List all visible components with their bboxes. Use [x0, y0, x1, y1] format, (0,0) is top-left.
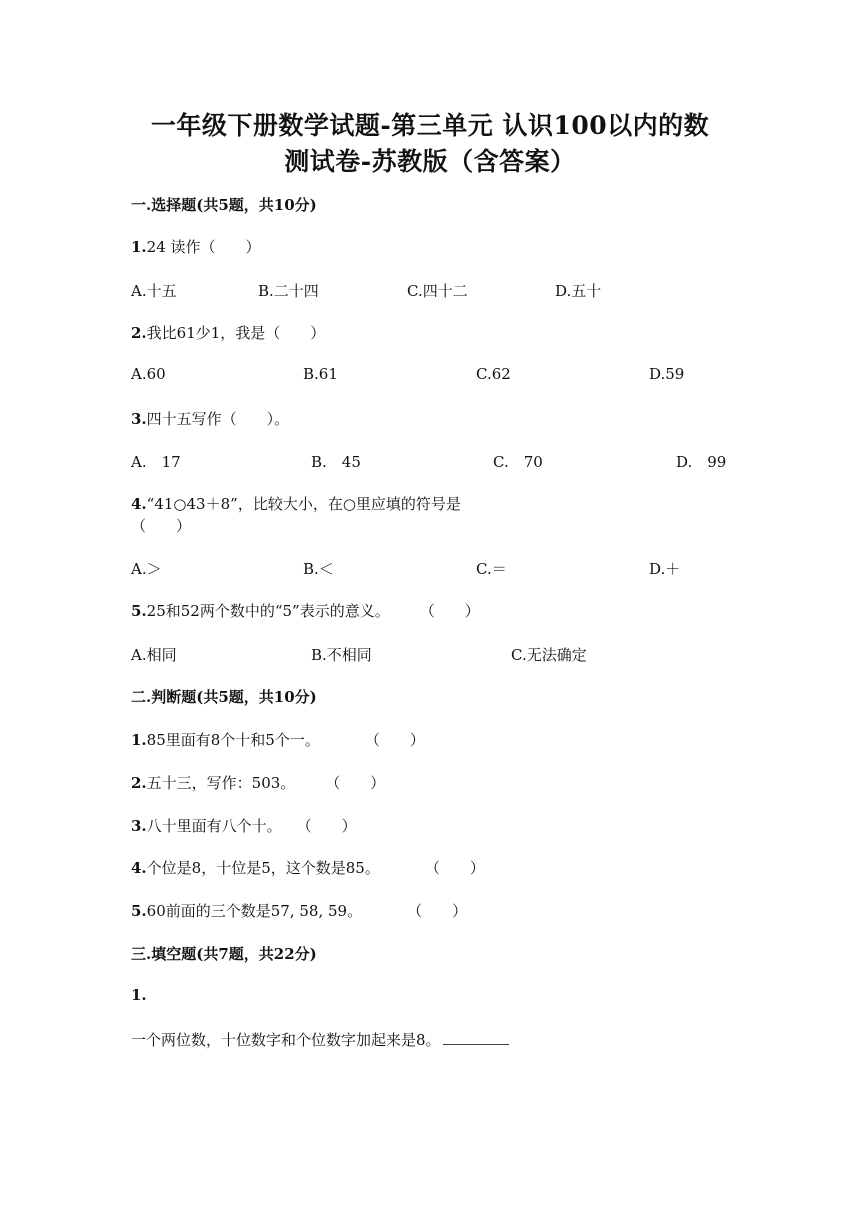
question-number: 5.: [131, 902, 147, 920]
title-line-1: 一年级下册数学试题-第三单元 认识100以内的数: [150, 111, 710, 140]
question-text: 25和52两个数中的“5”表示的意义。 （ ）: [146, 602, 480, 620]
choice-q2-option-c: C.62: [476, 365, 511, 383]
section-header-choice: 一.选择题(共5题，共10分): [131, 196, 317, 214]
question-text: 一个两位数，十位数字和个位数字加起来是8。: [131, 1031, 441, 1049]
question-text: “41○43＋8”，比较大小，在○里应填的符号是: [146, 495, 461, 513]
choice-q3-option-b: B. 45: [311, 453, 361, 471]
fill-question-1-number: [131, 986, 147, 1004]
question-text: 个位是8，十位是5，这个数是85。 （ ）: [146, 859, 485, 877]
choice-q1-option-b: B.二十四: [258, 282, 319, 300]
choice-q3-option-a: A. 17: [131, 453, 181, 471]
judge-question-2: [131, 772, 385, 793]
choice-q4-option-b: B.＜: [303, 560, 334, 578]
question-text: 五十三，写作：503。 （ ）: [146, 774, 386, 792]
question-number: 3.: [131, 410, 147, 428]
judge-question-1: [131, 729, 425, 750]
choice-q5-option-a: A.相同: [131, 646, 177, 664]
choice-question-4: [131, 493, 461, 514]
question-text: 24 读作（ ）: [146, 238, 261, 256]
section-header-judge: 二.判断题(共5题，共10分): [131, 688, 317, 706]
choice-q5-option-c: C.无法确定: [511, 646, 587, 664]
choice-q3-option-c: C. 70: [493, 453, 543, 471]
choice-q1-option-c: C.四十二: [407, 282, 468, 300]
choice-q5-option-b: B.不相同: [311, 646, 372, 664]
choice-question-3: [131, 408, 289, 429]
question-number: 4.: [131, 495, 147, 513]
answer-blank[interactable]: [443, 1030, 509, 1045]
choice-q3-option-d: D. 99: [676, 453, 727, 471]
choice-q1-option-a: A.十五: [131, 282, 177, 300]
question-number: 3.: [131, 817, 147, 835]
question-number: 2.: [131, 324, 147, 342]
question-text: 八十里面有八个十。 （ ）: [146, 817, 357, 835]
judge-question-3: [131, 815, 357, 836]
choice-q4-option-d: D.＋: [649, 560, 681, 578]
question-text: 85里面有8个十和5个一。 （ ）: [146, 731, 425, 749]
choice-q1-option-d: D.五十: [555, 282, 602, 300]
fill-question-1: [131, 1029, 509, 1050]
question-text: 60前面的三个数是57, 58, 59。 （ ）: [146, 902, 468, 920]
title-line-2: 测试卷-苏教版（含答案）: [284, 147, 576, 176]
choice-question-4-bracket: （ ）: [131, 517, 192, 535]
choice-q2-option-a: A.60: [131, 365, 166, 383]
judge-question-4: [131, 857, 485, 878]
choice-question-1: [131, 236, 261, 257]
question-number: 5.: [131, 602, 147, 620]
question-text: 我比61少1，我是（ ）: [146, 324, 326, 342]
question-number: 1.: [131, 986, 147, 1004]
choice-q2-option-b: B.61: [303, 365, 338, 383]
question-number: 1.: [131, 731, 147, 749]
question-number: 2.: [131, 774, 147, 792]
choice-q4-option-a: A.＞: [131, 560, 162, 578]
choice-q2-option-d: D.59: [649, 365, 685, 383]
judge-question-5: [131, 900, 467, 921]
choice-question-5: [131, 600, 480, 621]
choice-q4-option-c: C.＝: [476, 560, 507, 578]
question-text: 四十五写作（ ）。: [146, 410, 290, 428]
choice-question-2: [131, 322, 325, 343]
question-number: 4.: [131, 859, 147, 877]
section-header-fill: 三.填空题(共7题，共22分): [131, 945, 317, 963]
question-number: 1.: [131, 238, 147, 256]
